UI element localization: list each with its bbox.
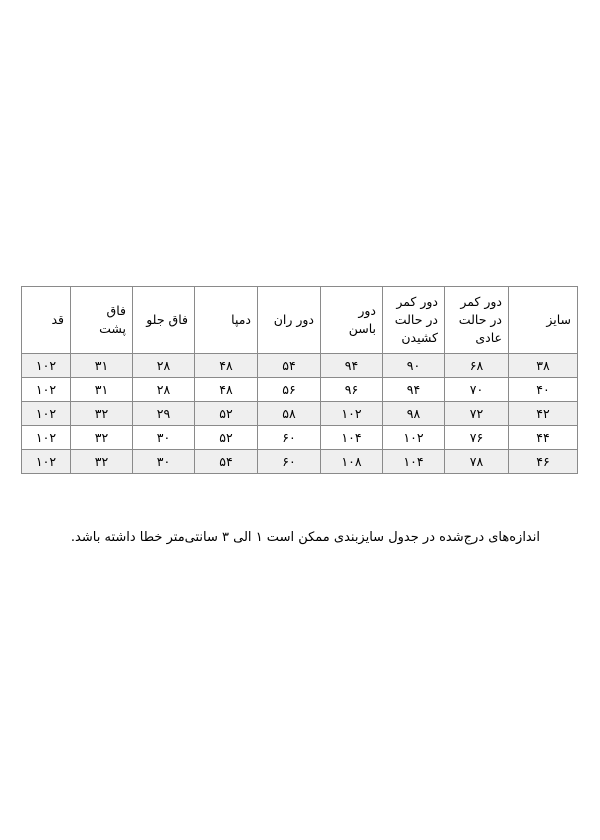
- table-header-row: [22, 287, 578, 354]
- table-cell: ۶۰: [258, 450, 321, 474]
- table-cell: ۲۸: [133, 354, 195, 378]
- table-row: [22, 402, 578, 426]
- table-cell: ۳۲: [71, 450, 133, 474]
- table-cell: ۳۲: [71, 402, 133, 426]
- table-cell: ۳۸: [509, 354, 578, 378]
- table-cell: ۳۰: [133, 450, 195, 474]
- header-waist-stretched: دور کمر در حالت کشیدن: [383, 287, 445, 354]
- table-cell: ۵۴: [195, 450, 258, 474]
- table-cell: ۴۸: [195, 378, 258, 402]
- header-front-rise: فاق جلو: [133, 287, 195, 354]
- header-waist-normal: دور کمر در حالت عادی: [445, 287, 509, 354]
- table-cell: ۱۰۸: [321, 450, 383, 474]
- table-cell: ۱۰۴: [383, 450, 445, 474]
- table-cell: ۱۰۲: [22, 402, 71, 426]
- table-cell: ۹۶: [321, 378, 383, 402]
- table-cell: ۵۸: [258, 402, 321, 426]
- table-cell: ۱۰۲: [22, 378, 71, 402]
- size-disclaimer-note: اندازه‌های درج‌شده در جدول سایزبندی ممکن است ۱ الی ۳ سانتی‌متر خطا داشته باشد.: [70, 530, 540, 545]
- table-cell: ۴۲: [509, 402, 578, 426]
- table-cell: ۵۲: [195, 402, 258, 426]
- header-size: سایز: [509, 287, 578, 354]
- table-cell: ۷۰: [445, 378, 509, 402]
- header-length: قد: [22, 287, 71, 354]
- table-cell: ۶۰: [258, 426, 321, 450]
- table-cell: ۲۸: [133, 378, 195, 402]
- table-row: [22, 426, 578, 450]
- table-cell: ۷۸: [445, 450, 509, 474]
- table-cell: ۷۶: [445, 426, 509, 450]
- table-cell: ۴۰: [509, 378, 578, 402]
- size-chart-table: [21, 286, 578, 474]
- table-cell: ۴۴: [509, 426, 578, 450]
- table-cell: ۹۸: [383, 402, 445, 426]
- table-cell: ۵۶: [258, 378, 321, 402]
- table-cell: ۹۰: [383, 354, 445, 378]
- table-cell: ۲۹: [133, 402, 195, 426]
- table-cell: ۱۰۲: [22, 450, 71, 474]
- table-cell: ۱۰۲: [383, 426, 445, 450]
- table-cell: ۱۰۲: [22, 426, 71, 450]
- header-thigh: دور ران: [258, 287, 321, 354]
- table-cell: ۹۴: [321, 354, 383, 378]
- table-cell: ۵۲: [195, 426, 258, 450]
- table-cell: ۷۲: [445, 402, 509, 426]
- table-cell: ۹۴: [383, 378, 445, 402]
- table-cell: ۳۲: [71, 426, 133, 450]
- table-cell: ۴۶: [509, 450, 578, 474]
- table-row: [22, 450, 578, 474]
- table-cell: ۵۴: [258, 354, 321, 378]
- table-row: [22, 378, 578, 402]
- table-cell: ۱۰۴: [321, 426, 383, 450]
- table-cell: ۳۱: [71, 378, 133, 402]
- table-cell: ۱۰۲: [22, 354, 71, 378]
- table-cell: ۶۸: [445, 354, 509, 378]
- header-hip: دور باسن: [321, 287, 383, 354]
- header-hem: دمپا: [195, 287, 258, 354]
- table-cell: ۱۰۲: [321, 402, 383, 426]
- table-cell: ۴۸: [195, 354, 258, 378]
- header-back-rise: فاق پشت: [71, 287, 133, 354]
- table-cell: ۳۱: [71, 354, 133, 378]
- table-cell: ۳۰: [133, 426, 195, 450]
- table-row: [22, 354, 578, 378]
